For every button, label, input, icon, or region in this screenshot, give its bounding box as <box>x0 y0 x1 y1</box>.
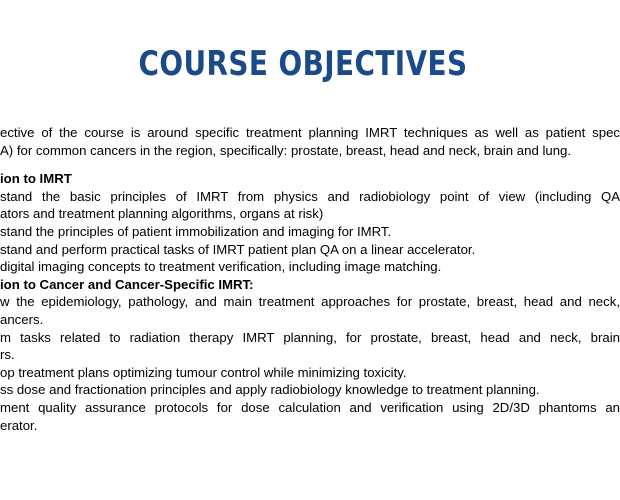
cancer-item-1-line-1: w the epidemiology, pathology, and main treatment approaches for prostate, breast, head and neck, <box>0 294 620 310</box>
cancer-item-2-line-1: m tasks related to radiation therapy IMRT planning, for prostate, breast, head and neck, brain <box>0 329 620 345</box>
cancer-item-5-line-2: erator. <box>0 417 38 433</box>
imrt-item-2: stand the principles of patient immobilization and imaging for IMRT. <box>0 223 392 239</box>
intro-line-1: ective of the course is around specific treatment planning IMRT techniques as well as patient spec <box>0 125 620 140</box>
cancer-item-3: op treatment plans optimizing tumour control while minimizing toxicity. <box>0 364 407 380</box>
imrt-item-1-line-2: ators and treatment planning algorithms, organs at risk) <box>0 206 324 222</box>
section-heading-cancer: ion to Cancer and Cancer-Specific IMRT: <box>0 276 254 292</box>
cancer-item-4: ss dose and fractionation principles and apply radiobiology knowledge to treatment planning. <box>0 382 540 398</box>
cancer-item-1-line-2: ancers. <box>0 311 44 327</box>
imrt-item-4: digital imaging concepts to treatment verification, including image matching. <box>0 259 442 275</box>
intro-line-2: A) for common cancers in the region, specifically: prostate, breast, head and neck, brain and lung. <box>0 142 572 158</box>
cancer-item-2-line-2: rs. <box>0 347 15 363</box>
imrt-item-1-line-1: stand the basic principles of IMRT from physics and radiobiology point of view (including QA <box>0 188 620 204</box>
objectives-text <box>0 124 620 434</box>
imrt-item-3: stand and perform practical tasks of IMRT patient plan QA on a linear accelerator. <box>0 241 476 257</box>
cancer-item-5-line-1: ment quality assurance protocols for dose calculation and verification using 2D/3D phantoms an <box>0 399 620 415</box>
page-title: COURSE OBJECTIVES <box>138 44 468 84</box>
section-heading-imrt: ion to IMRT <box>0 171 72 187</box>
